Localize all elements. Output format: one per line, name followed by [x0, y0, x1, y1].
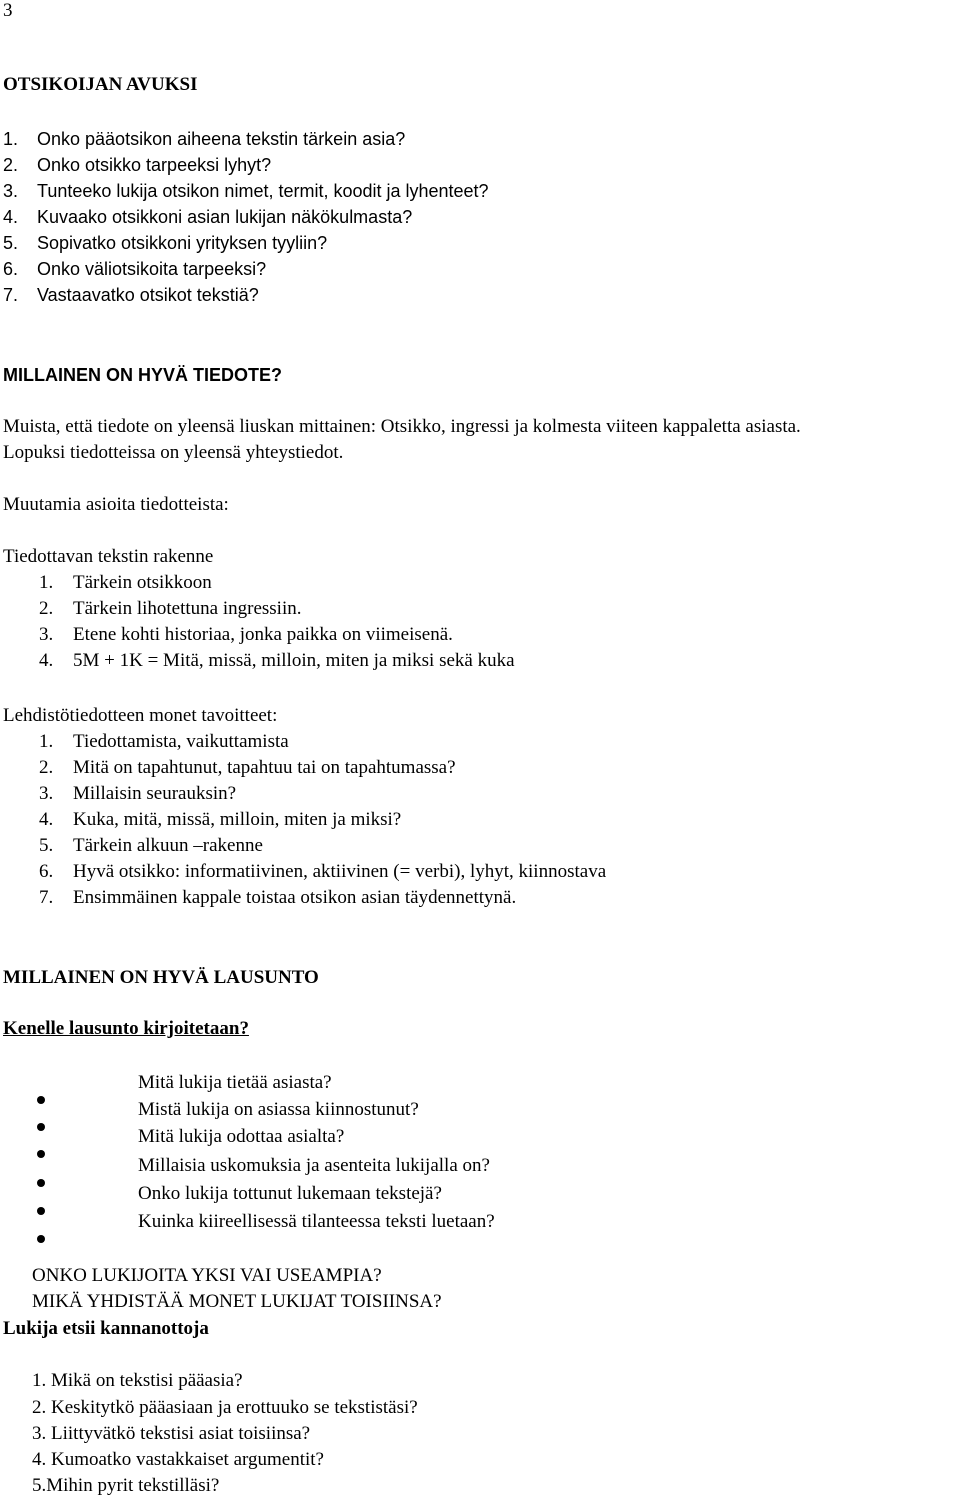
list-item: Millaisia uskomuksia ja asenteita lukijalla on?	[138, 1155, 490, 1176]
question-line: MIKÄ YHDISTÄÄ MONET LUKIJAT TOISIINSA?	[32, 1291, 442, 1312]
list-item: 5. Tärkein alkuun –rakenne	[39, 835, 263, 856]
list-item: 4. Kuka, mitä, missä, milloin, miten ja miksi?	[39, 809, 402, 830]
page-number: 3	[3, 0, 13, 21]
section-heading-tiedote: MILLAINEN ON HYVÄ TIEDOTE?	[3, 365, 282, 385]
intro-paragraph-line: Lopuksi tiedotteissa on yleensä yhteystiedot.	[3, 442, 344, 463]
list-item: 3. Etene kohti historiaa, jonka paikka on viimeisenä.	[39, 624, 453, 645]
list-item: 2. Mitä on tapahtunut, tapahtuu tai on tapahtumassa?	[39, 757, 456, 778]
goals-heading: Lehdistötiedotteen monet tavoitteet:	[3, 705, 278, 726]
subheading-stance: Lukija etsii kannanottoja	[3, 1318, 209, 1339]
list-item: 1. Tiedottamista, vaikuttamista	[39, 731, 289, 752]
list-item: 5. Sopivatko otsikkoni yrityksen tyyliin?	[3, 233, 328, 253]
things-line: Muutamia asioita tiedotteista:	[3, 494, 229, 515]
list-item: Mitä lukija tietää asiasta?	[138, 1072, 332, 1093]
list-item: Mitä lukija odottaa asialta?	[138, 1126, 345, 1147]
list-item: 1. Tärkein otsikkoon	[39, 572, 212, 593]
subheading-kenelle: Kenelle lausunto kirjoitetaan?	[3, 1018, 249, 1039]
list-item: 7. Ensimmäinen kappale toistaa otsikon asian täydennettynä.	[39, 887, 517, 908]
list-item: 2. Tärkein lihotettuna ingressiin.	[39, 598, 302, 619]
section-heading-otsikoijan: OTSIKOIJAN AVUKSI	[3, 74, 198, 95]
list-item: 2. Onko otsikko tarpeeksi lyhyt?	[3, 155, 272, 175]
list-item: Onko lukija tottunut lukemaan tekstejä?	[138, 1183, 442, 1204]
intro-paragraph-line: Muista, että tiedote on yleensä liuskan mittainen: Otsikko, ingressi ja kolmesta viiteen kappaletta asiasta.	[3, 416, 801, 437]
list-item: 5.Mihin pyrit tekstilläsi?	[32, 1475, 220, 1496]
list-item: 3. Tunteeko lukija otsikon nimet, termit, koodit ja lyhenteet?	[3, 181, 489, 201]
list-item: 3. Millaisin seurauksin?	[39, 783, 237, 804]
question-line: ONKO LUKIJOITA YKSI VAI USEAMPIA?	[32, 1265, 382, 1286]
list-item: 4. Kumoatko vastakkaiset argumentit?	[32, 1449, 324, 1470]
list-item: 6. Hyvä otsikko: informatiivinen, aktiivinen (= verbi), lyhyt, kiinnostava	[39, 861, 607, 882]
structure-heading: Tiedottavan tekstin rakenne	[3, 546, 214, 567]
list-item: 4. 5M + 1K = Mitä, missä, milloin, miten ja miksi sekä kuka	[39, 650, 515, 671]
list-item: Mistä lukija on asiassa kiinnostunut?	[138, 1099, 419, 1120]
list-item: 7. Vastaavatko otsikot tekstiä?	[3, 285, 259, 305]
list-item: 4. Kuvaako otsikkoni asian lukijan näkökulmasta?	[3, 207, 413, 227]
list-item: Kuinka kiireellisessä tilanteessa teksti luetaan?	[138, 1211, 495, 1232]
section-heading-lausunto: MILLAINEN ON HYVÄ LAUSUNTO	[3, 967, 319, 988]
list-item: 6. Onko väliotsikoita tarpeeksi?	[3, 259, 267, 279]
list-item: 2. Keskitytkö pääasiaan ja erottuuko se tekstistäsi?	[32, 1397, 418, 1418]
list-item: 1. Onko pääotsikon aiheena tekstin tärkein asia?	[3, 129, 406, 149]
list-item: 1. Mikä on tekstisi pääasia?	[32, 1370, 243, 1391]
list-item: 3. Liittyvätkö tekstisi asiat toisiinsa?	[32, 1423, 311, 1444]
